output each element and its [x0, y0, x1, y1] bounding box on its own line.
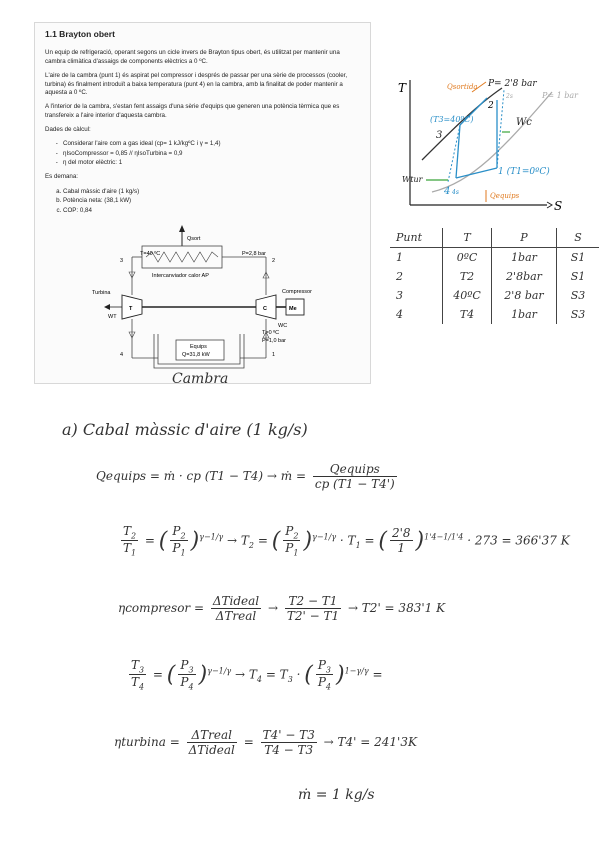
brayton-cycle-schematic — [34, 222, 334, 372]
table-header-row — [390, 228, 599, 248]
table-cell: 2'8bar — [492, 267, 557, 286]
ts-point-1: 1 (T1=0ºC) — [498, 167, 550, 177]
column-header: Punt — [390, 228, 443, 248]
problem-paragraph-3: A l'interior de la cambra, s'estan fent assaigs d'una sèrie d'equips que generen una potència tèrmica que es transfereix a l'aire interior d'aquesta cambra. — [45, 103, 340, 119]
ask-item: c. COP: 0,84 — [63, 207, 360, 215]
eq3-numerator-2: T2 − T1 — [285, 594, 341, 609]
table-cell: 4 — [390, 305, 443, 324]
equation-t2-isentropic: $\frac{T_2}{T_1}$ = ( $\frac{P_2}{P_1}$ )$^{\gamma-1/\gamma} \to T_2$ = ( $\frac{P_2}{P_1}$ )$^{\gamma-1/\gamma} \cdot T_1$ = ( $\frac{2'8}{1}$ )$^{1'4-1/1'4}$ · 273 = 366'37 K — [123, 524, 570, 558]
column-header: T — [443, 228, 492, 248]
table-row — [390, 267, 599, 286]
eq1-numerator: Qequips — [313, 462, 397, 477]
isobar-high — [422, 88, 502, 160]
column-header: P — [492, 228, 557, 248]
asks-list — [63, 188, 360, 215]
cold-pressure-label: P=1,0 bar — [262, 338, 287, 344]
motor-label: Me — [289, 306, 297, 312]
equips-label: Equips — [190, 344, 207, 350]
eq2-result: · 273 = 366'37 K — [467, 533, 570, 548]
point-2-label: 2 — [272, 258, 276, 264]
qsortida-label: Qsortida — [447, 83, 478, 91]
p-low-label: P= 1 bar — [542, 91, 578, 100]
p-high-label: P= 2'8 bar — [488, 79, 537, 89]
eq3-result: → T2' = 383'1 K — [347, 601, 446, 615]
compressor-work-label: WC — [278, 323, 288, 329]
table-cell: T2 — [443, 267, 492, 286]
s-axis-label: S — [554, 199, 563, 213]
equation-turbine-efficiency: ηturbina = $\frac{\text{ΔTreal}}{\text{ΔTideal}}$ = $\frac{T4' - T3}{T4 - T3}$ → T4' = 241'3K — [114, 728, 417, 757]
ts-point-3: 3 — [436, 130, 443, 141]
hot-temp-label: T=40 ºC — [140, 251, 161, 257]
eq3-label: ηcompresor = — [118, 601, 205, 615]
table-cell: S1 — [570, 251, 586, 264]
data-item: - η del motor elèctric: 1 — [63, 159, 360, 167]
data-heading: Dades de càlcul: — [45, 125, 91, 133]
table-cell: 1 — [390, 248, 443, 268]
wc-label: Wc — [516, 117, 532, 128]
cambra-label: Cambra — [172, 371, 229, 387]
point-4-label: 4 — [120, 352, 124, 358]
eq1-denominator: cp (T1 − T4') — [314, 477, 395, 491]
table-cell: 2'8 bar — [492, 286, 557, 305]
eq3-denominator: ΔTreal — [215, 609, 257, 623]
intercooler-box — [142, 246, 222, 268]
ask-item: b. Potència neta: (38,1 kW) — [63, 197, 360, 205]
data-item: - ηIsoCompressor = 0,85 // ηIsoTurbina = 0,9 — [63, 150, 360, 158]
ask-item: a. Cabal màssic d'aire (1 kg/s) — [63, 188, 360, 196]
ts-point-2: 2 — [488, 101, 494, 111]
compressor-label: Compressor — [282, 289, 312, 295]
table-cell: 2 — [390, 267, 443, 286]
t3-label: (T3=40ºC) — [430, 115, 474, 124]
eq3-numerator: ΔTideal — [212, 594, 260, 608]
ts-point-2s: 2s — [506, 93, 513, 100]
table-cell: 1bar — [492, 305, 557, 324]
table-cell: S3 — [570, 289, 586, 302]
eq5-result: → T4' = 241'3K — [323, 735, 417, 749]
table-cell: 1bar — [492, 248, 557, 268]
table-row — [390, 286, 599, 305]
intercooler-label: Intercanviador calor AP — [152, 273, 209, 279]
table-row — [390, 305, 599, 324]
table-cell: S3 — [570, 308, 586, 321]
qsort-arrowhead — [179, 225, 185, 232]
equation-mass-flow — [96, 462, 400, 491]
cold-temp-label: T=0 ºC — [262, 330, 280, 336]
state-points-table — [390, 228, 599, 324]
t-axis-label: T — [398, 81, 407, 95]
table-cell: 0ºC — [443, 248, 492, 268]
eq5-denominator-2: T4 − T3 — [264, 743, 314, 757]
column-header: S — [557, 228, 600, 248]
ts-point-4: 4 — [444, 186, 451, 197]
turbine-symbol: T — [129, 306, 133, 312]
eq3-denominator-2: T2' − T1 — [286, 609, 340, 623]
data-list — [63, 140, 360, 167]
equation-compressor-efficiency: ηcompresor = $\frac{\text{ΔTideal}}{\text{ΔTreal}}$ → $\frac{T2 - T1}{T2' - T1}$ → T2' = 383'1 K — [118, 594, 446, 623]
eq5-numerator-2: T4' − T3 — [262, 728, 315, 742]
section-a-heading: a) Cabal màssic d'aire (1 kg/s) — [62, 420, 308, 439]
wtur-label: Wtur — [402, 175, 423, 184]
problem-title: 1.1 Brayton obert — [45, 29, 115, 39]
problem-paragraph-1: Un equip de refrigeració, operant segons un cicle invers de Brayton tipus obert, és utilitzat per mantenir una cambra climàtica d'assaigs de components elèctrics a 0 ºC. — [45, 49, 340, 65]
turbine-label: Turbina — [92, 290, 111, 296]
data-item: - Considerar l'aire com a gas ideal (cp= 1 kJ/kgºC i γ = 1,4) — [63, 140, 360, 148]
problem-paragraph-2: L'aire de la cambra (punt 1) és aspirat pel compressor i després de passar per una sèrie de processos (cooler, turbina) és finalment introduït a baixa temperatura (punt 4) en la cambra, amb la finalitat de poder mantenir a aquesta a 0 ºC. — [45, 72, 348, 96]
ts-diagram — [392, 70, 592, 220]
equation-t4-isentropic: $\frac{T_3}{T_4}$ = ( $\frac{P_3}{P_4}$ )$^{\gamma-1/\gamma} \to T_4 = T_3$ · ( $\frac{P_3}{P_4}$ )$^{1-\gamma/\gamma}$ = — [131, 658, 383, 692]
qsort-label: Qsort — [187, 236, 201, 242]
point-3-label: 3 — [120, 258, 124, 264]
mass-flow-result: ṁ = 1 kg/s — [298, 787, 375, 803]
point-1-label: 1 — [272, 352, 276, 358]
equips-heat-label: Q=31,8 kW — [182, 352, 210, 358]
table-cell: 3 — [390, 286, 443, 305]
ts-point-4s: 4s — [452, 189, 459, 196]
turbine-work-label: WT — [108, 314, 117, 320]
table-cell: 40ºC — [443, 286, 492, 305]
asks-heading: Es demana: — [45, 173, 79, 181]
eq5-label: ηturbina = — [114, 735, 180, 749]
compressor-symbol: C — [263, 306, 267, 312]
table-cell: T4 — [443, 305, 492, 324]
eq5-denominator: ΔTideal — [188, 743, 235, 757]
eq1-lhs: Qequips = ṁ · cp (T1 − T4) → ṁ = — [96, 469, 307, 483]
eq5-numerator: ΔTreal — [187, 728, 237, 743]
qequips-label: Qequips — [490, 192, 520, 200]
table-row — [390, 248, 599, 268]
hot-pressure-label: P=2,8 bar — [242, 251, 267, 257]
table-cell: S1 — [570, 270, 586, 283]
